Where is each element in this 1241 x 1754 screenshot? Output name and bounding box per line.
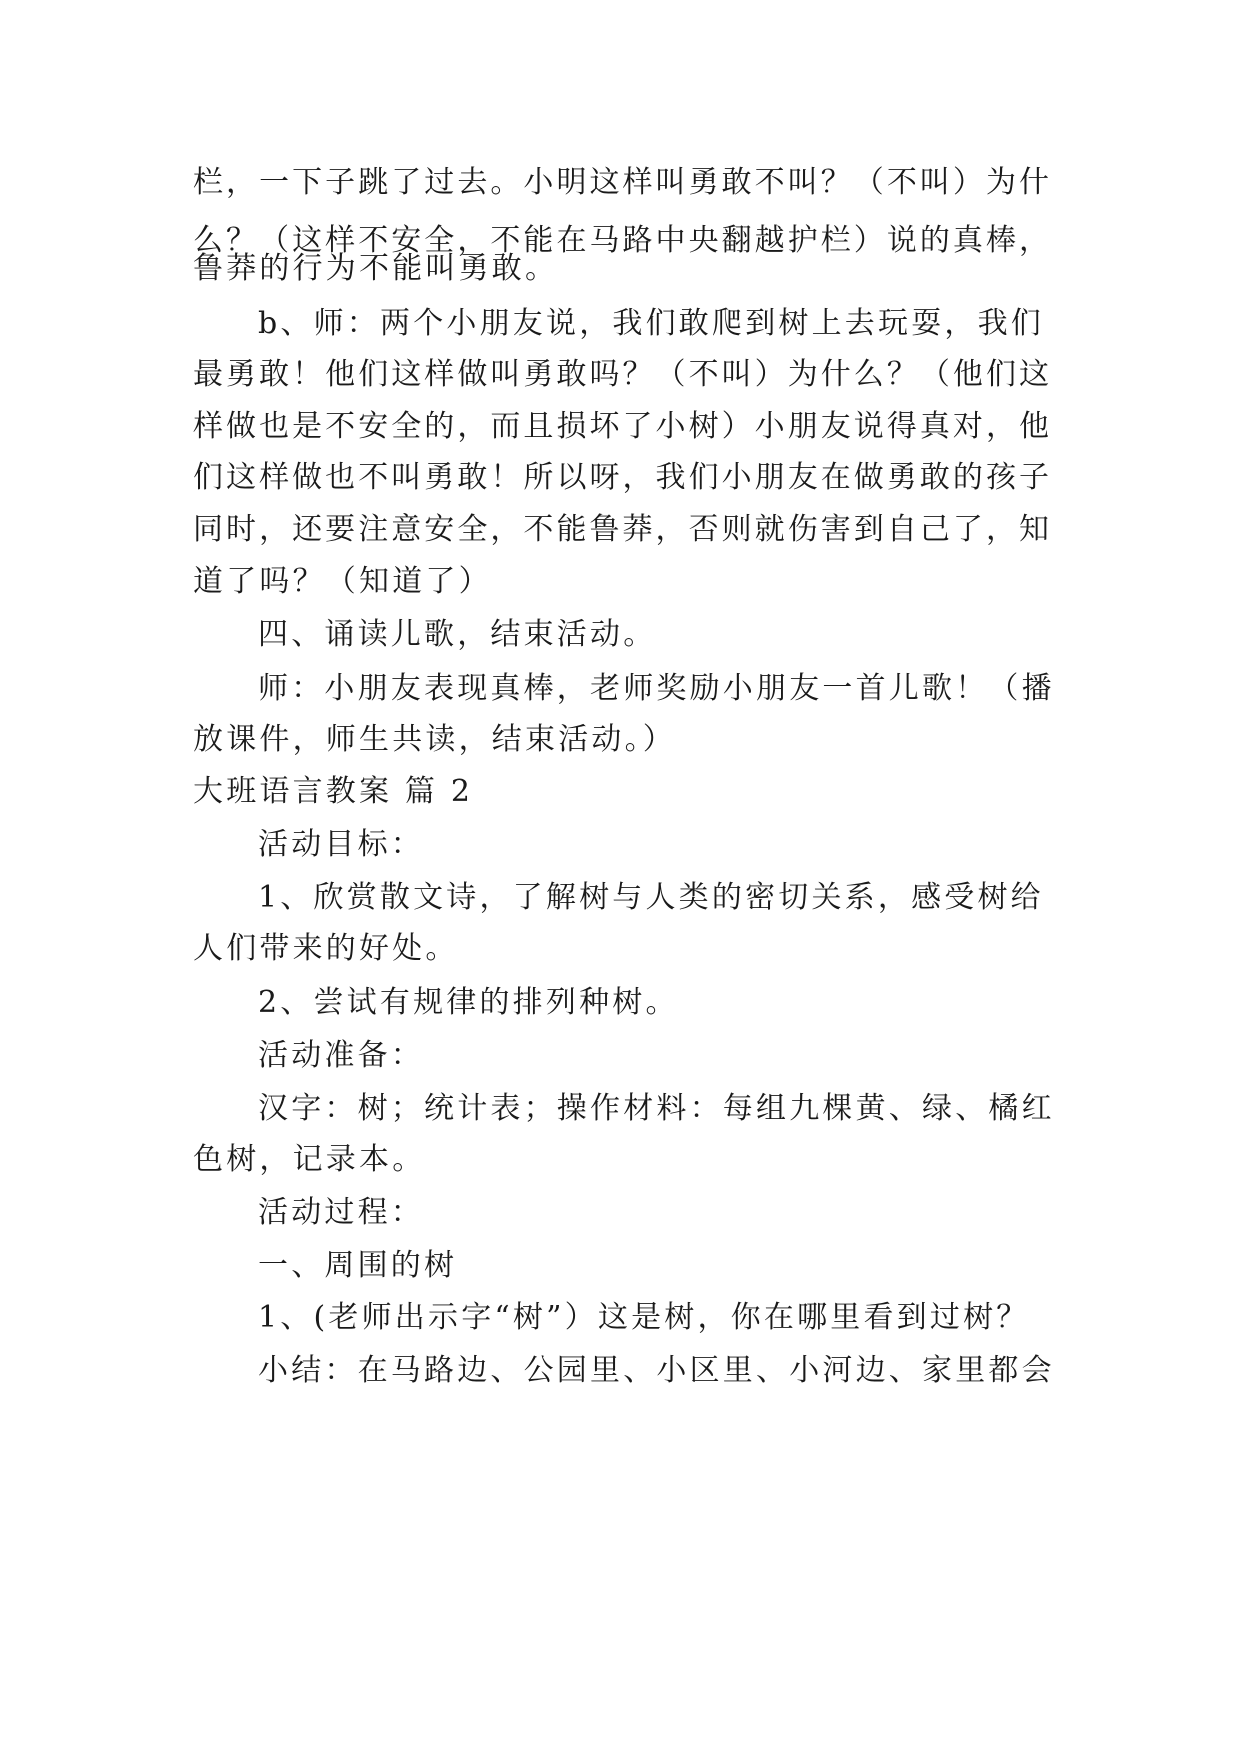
paragraph-line: 活动目标： <box>258 827 424 862</box>
paragraph-line: 活动过程： <box>258 1195 424 1230</box>
paragraph-line: 2、尝试有规律的排列种树。 <box>258 985 679 1020</box>
paragraph-line: 鲁莽的行为不能叫勇敢。 <box>193 251 559 286</box>
paragraph-line: 人们带来的好处。 <box>193 931 459 966</box>
paragraph-line: 汉字：树；统计表；操作材料：每组九棵黄、绿、橘红 <box>258 1091 1055 1126</box>
paragraph-line: 四、诵读儿歌，结束活动。 <box>258 617 657 652</box>
paragraph-line: 小结：在马路边、公园里、小区里、小河边、家里都会 <box>258 1353 1055 1388</box>
paragraph-line: 么？（这样不安全，不能在马路中央翻越护栏）说的真棒， <box>193 223 1049 258</box>
paragraph-line: 栏，一下子跳了过去。小明这样叫勇敢不叫？（不叫）为什 <box>193 165 1049 200</box>
paragraph-line: 同时，还要注意安全，不能鲁莽，否则就伤害到自己了，知 <box>193 512 1049 547</box>
paragraph-line: 活动准备： <box>258 1038 424 1073</box>
paragraph-line: 1、欣赏散文诗，了解树与人类的密切关系，感受树给 <box>258 880 1044 915</box>
paragraph-line: 师：小朋友表现真棒，老师奖励小朋友一首儿歌！（播 <box>258 671 1055 706</box>
paragraph-line: 1、(老师出示字“树”）这是树，你在哪里看到过树？ <box>258 1300 1030 1335</box>
section-heading: 大班语言教案 篇 2 <box>193 774 474 809</box>
paragraph-line: 道了吗？（知道了） <box>193 564 492 599</box>
paragraph-line: 们这样做也不叫勇敢！所以呀，我们小朋友在做勇敢的孩子 <box>193 460 1049 495</box>
paragraph-line: 样做也是不安全的，而且损坏了小树）小朋友说得真对，他 <box>193 409 1049 444</box>
paragraph-line: b、师：两个小朋友说，我们敢爬到树上去玩耍，我们 <box>258 306 1045 341</box>
paragraph-line: 最勇敢！他们这样做叫勇敢吗？（不叫）为什么？（他们这 <box>193 357 1049 392</box>
paragraph-line: 色树，记录本。 <box>193 1142 426 1177</box>
paragraph-line: 放课件，师生共读，结束活动。） <box>193 722 676 757</box>
paragraph-line: 一、周围的树 <box>258 1248 458 1283</box>
